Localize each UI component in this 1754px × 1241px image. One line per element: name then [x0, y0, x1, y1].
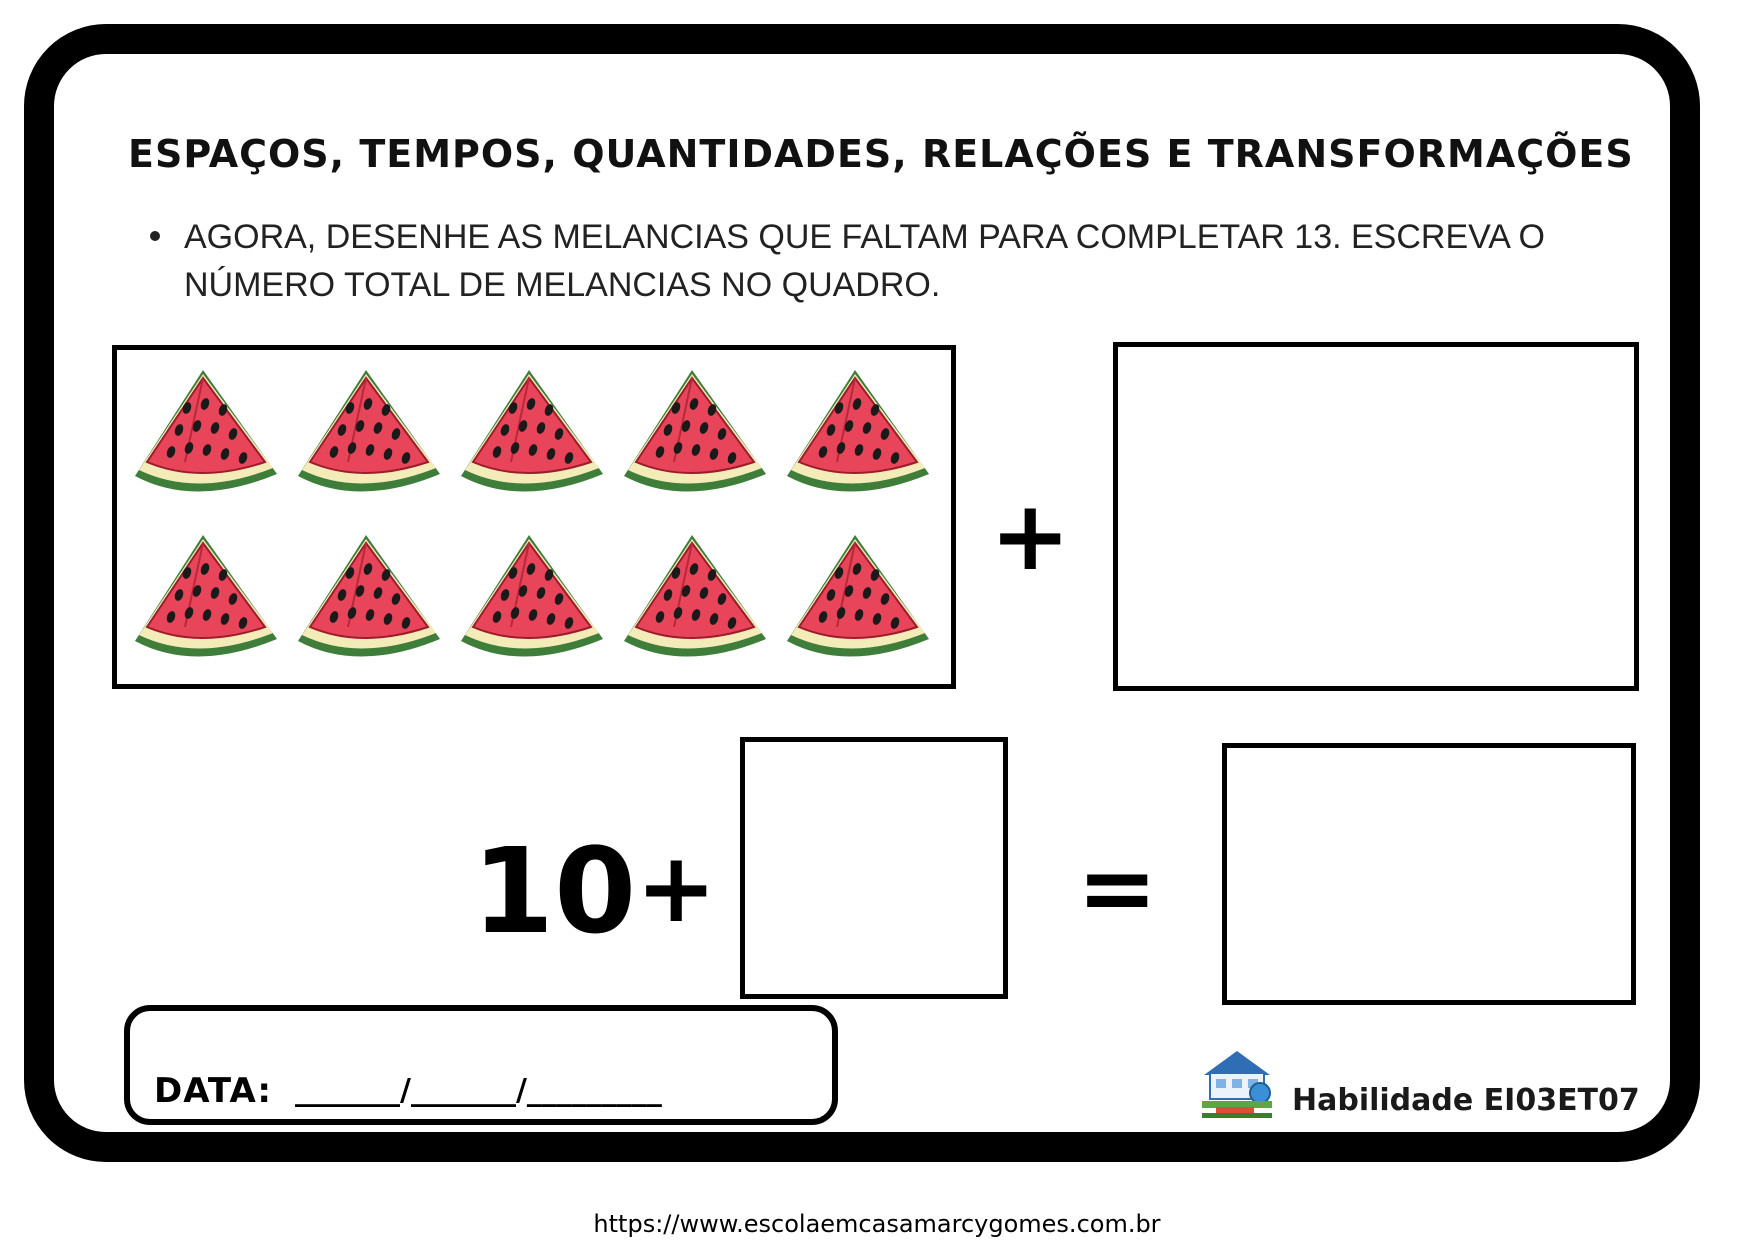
watermelon-slice-icon	[288, 358, 448, 510]
equation-first-number: 10	[472, 822, 637, 960]
date-field[interactable]: _______/_______/_________	[295, 1073, 662, 1108]
drawing-answer-box[interactable]	[1113, 342, 1639, 691]
watermelon-slice-icon	[125, 358, 285, 510]
watermelon-slice-icon	[777, 358, 937, 510]
total-answer-box[interactable]	[1222, 743, 1636, 1005]
bullet-icon	[150, 231, 160, 241]
plus-sign: +	[990, 480, 1071, 592]
watermelon-slice-icon	[614, 358, 774, 510]
instruction	[150, 213, 1640, 309]
footer-url[interactable]: https://www.escolaemcasamarcygomes.com.br	[593, 1210, 1161, 1238]
equals-sign: =	[1077, 832, 1158, 944]
watermelon-slice-icon	[288, 523, 448, 675]
watermelon-slice-icon	[451, 358, 611, 510]
watermelon-slice-icon	[614, 523, 774, 675]
skill-code: Habilidade EI03ET07	[1292, 1083, 1640, 1118]
page-title: ESPAÇOS, TEMPOS, QUANTIDADES, RELAÇÕES E TRANSFORMAÇÕES	[128, 132, 1634, 176]
addend-answer-box[interactable]	[740, 737, 1008, 999]
date-label: DATA:	[154, 1071, 272, 1111]
equation-plus-sign: +	[636, 832, 717, 944]
watermelon-slice-icon	[777, 523, 937, 675]
watermelon-slice-icon	[451, 523, 611, 675]
date-box	[124, 1005, 838, 1125]
watermelon-slice-icon	[125, 523, 285, 675]
instruction-text: AGORA, DESENHE AS MELANCIAS QUE FALTAM PARA COMPLETAR 13. ESCREVA O NÚMERO TOTAL DE MELANCIAS NO QUADRO.	[184, 218, 1545, 304]
watermelon-box	[112, 345, 956, 689]
school-house-logo-icon	[1196, 1045, 1278, 1121]
watermelon-grid	[125, 358, 945, 678]
